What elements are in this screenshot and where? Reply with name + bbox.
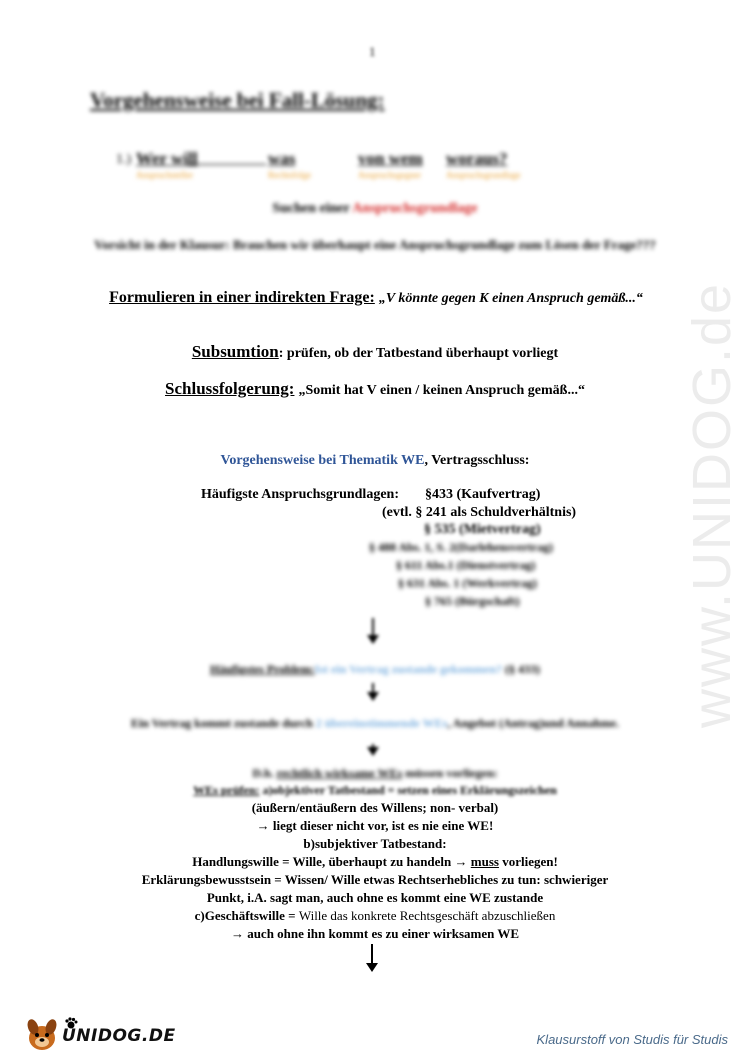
we-line-8: Punkt, i.A. sagt man, auch ohne es kommt eine WE zustande <box>206 890 544 905</box>
we-line-5: b)subjektiver Tatbestand: <box>303 836 447 851</box>
question-sub-whereof: Anspruchsgrundlage <box>446 170 521 180</box>
subsumtion-line <box>0 342 750 362</box>
vertrag-line: Ein Vertrag kommt zustande durch 2 übereinstimmende WEs, Angebot (Antrag)und Annahme. <box>130 716 620 730</box>
question-connector <box>198 163 266 165</box>
question-whereof: woraus? <box>446 149 508 168</box>
problem-line: Häufigstes Problem:Ist ein Vertrag zustande gekommen? (§ 433) <box>209 662 541 676</box>
question-number: 1.) <box>116 152 132 167</box>
search-line: Suchen einer Anspruchsgrundlage <box>272 201 478 216</box>
grundlage-item: § 765 (Bürgschaft) <box>425 594 520 608</box>
we-line-3: (äußern/entäußern des Willens; non- verbal) <box>251 800 499 815</box>
down-arrow-icon <box>372 618 374 642</box>
question-connector <box>188 163 198 165</box>
formulieren-label: Formulieren in einer indirekten Frage: <box>109 289 375 306</box>
page-number: 1 <box>369 44 376 59</box>
formulieren-text: „V könnte gegen K einen Anspruch gemäß...“ <box>378 291 643 306</box>
caution-note: Vorsicht in der Klausur: Brauchen wir überhaupt eine Anspruchsgrundlage zum Lösen der Frage??? <box>94 237 656 252</box>
schluss-text: „Somit hat V einen / keinen Anspruch gemäß...“ <box>298 383 585 398</box>
down-arrow-icon <box>371 944 373 970</box>
grundlage-item: § 488 Abs. 1, S. 2(Darlehensvertrag) <box>369 540 553 554</box>
we-line-6: Handlungswille = Wille, überhaupt zu handeln → muss vorliegen! <box>192 854 558 869</box>
thematik-heading: Vorgehensweise bei Thematik WE, Vertragsschluss: <box>220 453 530 468</box>
grundlage-item: § 631 Abs. 1 (Werkvertrag) <box>398 576 537 590</box>
question-sub-what: Rechtsfolge <box>268 170 311 180</box>
question-sub-who: Anspruchsteller <box>136 170 193 180</box>
subsumtion-label: Subsumtion <box>191 342 279 361</box>
we-line-7: Erklärungsbewusstsein = Wissen/ Wille etwas Rechtserhebliches zu tun: schwieriger <box>141 872 609 887</box>
down-arrow-icon <box>372 744 374 754</box>
grundlage-item: §433 (Kaufvertrag) <box>425 487 541 502</box>
grundlage-item: § 535 (Mietvertrag) <box>424 522 541 537</box>
question-what: was <box>268 149 296 168</box>
grundlage-item: (evtl. § 241 als Schuldverhältnis) <box>382 505 577 520</box>
schluss-line <box>0 379 750 399</box>
schluss-label: Schlussfolgerung: <box>165 379 295 398</box>
footer-tagline: Klausurstoff von Studis für Studis <box>536 1032 728 1047</box>
question-who: Wer will <box>136 149 198 168</box>
question-from-whom: von wem <box>358 149 423 168</box>
dog-icon <box>22 1014 62 1054</box>
page-title: Vorgehensweise bei Fall-Lösung: <box>90 88 385 112</box>
we-line-2: WEs prüfen: a)objektiver Tatbestand = setzen eines Erklärungszeichen <box>193 783 557 797</box>
we-line-10: → auch ohne ihn kommt es zu einer wirksamen WE <box>230 926 520 941</box>
question-sub-from-whom: Anspruchsgegner <box>358 170 421 180</box>
grundlage-item: § 611 Abs.1 (Dienstvertrag) <box>396 558 536 572</box>
we-line-1: D.h. rechtlich wirksame WEs müssen vorliegen: <box>252 766 498 780</box>
watermark: www.UNIDOG.de <box>682 281 742 729</box>
subsumtion-text: : prüfen, ob der Tatbestand überhaupt vorliegt <box>278 346 559 361</box>
down-arrow-icon <box>372 683 374 699</box>
logo-text: UNIDOG.DE <box>62 1026 176 1046</box>
grundlagen-label: Häufigste Anspruchsgrundlagen: <box>201 487 399 502</box>
we-line-9: c)Geschäftswille = Wille das konkrete Rechtsgeschäft abzuschließen <box>194 908 556 923</box>
we-line-4: → liegt dieser nicht vor, ist es nie eine WE! <box>256 818 494 833</box>
unidog-logo <box>22 1014 202 1054</box>
formulieren-block <box>106 288 646 309</box>
